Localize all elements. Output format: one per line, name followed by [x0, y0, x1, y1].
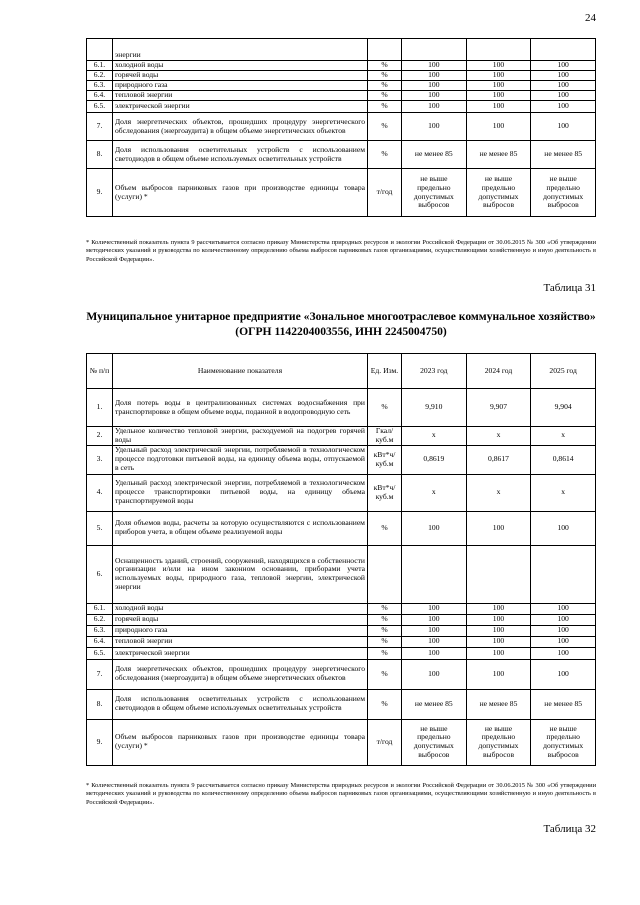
value-2024: 100 [466, 81, 531, 91]
unit-cell: кВт*ч/ куб.м [368, 445, 402, 474]
header-unit: Ед. Изм. [368, 354, 402, 389]
indicator-name: Удельный расход электрической энергии, потребляемой в технологическом процессе транспортировки питьевой воды, на единицу объема транспортируемой воды [113, 474, 368, 511]
table-row [87, 141, 596, 169]
row-number: 6.2. [87, 71, 113, 81]
value-2025: х [531, 427, 596, 446]
indicator-name: природного газа [113, 81, 368, 91]
continuation-cell: энергии [113, 39, 368, 61]
value-2023: х [402, 474, 467, 511]
value-2024: 100 [466, 71, 531, 81]
indicator-name: холодной воды [113, 61, 368, 71]
table-row [87, 719, 596, 765]
value-2024: 100 [466, 101, 531, 113]
value-2023: 100 [402, 636, 467, 647]
table-row [87, 689, 596, 719]
value-2025: 100 [531, 603, 596, 614]
table-row [87, 545, 596, 603]
value-2023: 100 [402, 659, 467, 689]
unit-cell: т/год [368, 719, 402, 765]
value-2025: 100 [531, 81, 596, 91]
row-number: 6.3. [87, 81, 113, 91]
table-row [87, 647, 596, 659]
table-row [87, 61, 596, 71]
value-2024: не выше предельно допустимых выбросов [466, 169, 531, 217]
value-2023: 100 [402, 614, 467, 625]
indicator-name: электрической энергии [113, 647, 368, 659]
row-number: 8. [87, 689, 113, 719]
indicator-name: Оснащенность зданий, строений, сооружений, находящихся в собственности организации и/или на ином законном основании, приборами учета используемых воды, природного газа, тепловой энергии, электрической энергии [113, 545, 368, 603]
value-2023: 100 [402, 81, 467, 91]
value-2024: 100 [466, 659, 531, 689]
row-number: 7. [87, 659, 113, 689]
indicator-name: горячей воды [113, 71, 368, 81]
unit-cell: Гкал/ куб.м [368, 427, 402, 446]
indicator-name: Объем выбросов парниковых газов при производстве единицы товара (услуги) * [113, 719, 368, 765]
indicator-name: тепловой энергии [113, 636, 368, 647]
value-2023: 100 [402, 101, 467, 113]
unit-cell: т/год [368, 169, 402, 217]
table-row [87, 101, 596, 113]
indicator-name: Доля объемов воды, расчеты за которую осуществляются с использованием приборов учета, в общем объеме реализуемой воды [113, 511, 368, 545]
value-2025: не выше предельно допустимых выбросов [531, 719, 596, 765]
unit-cell: % [368, 101, 402, 113]
table-row [87, 614, 596, 625]
footnote-top: * Количественный показатель пункта 9 рассчитывается согласно приказу Министерства природных ресурсов и экологии Российской Федерации от 30.06.2015 № 300 «Об утверждении методических указаний и руководства по количественному определению объема выбросов парниковых газов организациями, осуществляющими хозяйственную и иную деятельность в Российской Федерации». [86, 239, 596, 263]
indicators-table-31 [86, 353, 596, 766]
row-number: 4. [87, 474, 113, 511]
table-row [87, 625, 596, 636]
row-number: 5. [87, 511, 113, 545]
row-number: 1. [87, 389, 113, 427]
header-2024: 2024 год [466, 354, 531, 389]
value-2025: не выше предельно допустимых выбросов [531, 169, 596, 217]
indicator-name: Доля потерь воды в централизованных системах водоснабжения при транспортировке в общем объеме воды, поданной в водопроводную сеть [113, 389, 368, 427]
value-2025: 100 [531, 659, 596, 689]
indicator-name: природного газа [113, 625, 368, 636]
value-2023: 100 [402, 647, 467, 659]
value-2025: 100 [531, 614, 596, 625]
row-number: 6.3. [87, 625, 113, 636]
value-2025: не менее 85 [531, 689, 596, 719]
unit-cell: % [368, 141, 402, 169]
value-2024: 0,8617 [466, 445, 531, 474]
value-2024: 100 [466, 113, 531, 141]
value-2024: 100 [466, 625, 531, 636]
value-2024: х [466, 474, 531, 511]
indicator-name: Объем выбросов парниковых газов при производстве единицы товара (услуги) * [113, 169, 368, 217]
header-2023: 2023 год [402, 354, 467, 389]
value-2025 [531, 545, 596, 603]
table-row [87, 659, 596, 689]
indicator-name: Доля использования осветительных устройств с использованием светодиодов в общем объеме используемых осветительных устройств [113, 689, 368, 719]
table-row [87, 603, 596, 614]
unit-cell: % [368, 689, 402, 719]
value-2024: 100 [466, 614, 531, 625]
unit-cell: % [368, 71, 402, 81]
value-2024: 100 [466, 61, 531, 71]
value-2023: 9,910 [402, 389, 467, 427]
value-2025: 0,8614 [531, 445, 596, 474]
value-2023: не выше предельно допустимых выбросов [402, 719, 467, 765]
indicator-name: Доля энергетических объектов, прошедших процедуру энергетического обследования (энергоаудита) в общем объеме энергетических объектов [113, 659, 368, 689]
value-2023: х [402, 427, 467, 446]
unit-cell [368, 545, 402, 603]
value-2023: не выше предельно допустимых выбросов [402, 169, 467, 217]
indicator-name: электрической энергии [113, 101, 368, 113]
unit-cell: % [368, 603, 402, 614]
table-row [87, 113, 596, 141]
table-row [87, 81, 596, 91]
row-number: 9. [87, 169, 113, 217]
value-2025: 100 [531, 511, 596, 545]
value-2024: 100 [466, 91, 531, 101]
row-number: 2. [87, 427, 113, 446]
value-2025: 100 [531, 636, 596, 647]
table-row [87, 474, 596, 511]
value-2023: 100 [402, 91, 467, 101]
value-2025: 100 [531, 647, 596, 659]
unit-cell: % [368, 625, 402, 636]
value-2025: 100 [531, 113, 596, 141]
value-2024: 100 [466, 511, 531, 545]
value-2024: 100 [466, 603, 531, 614]
unit-cell: % [368, 113, 402, 141]
value-2025: х [531, 474, 596, 511]
value-2023: 100 [402, 511, 467, 545]
table-row [87, 511, 596, 545]
value-2024: 100 [466, 636, 531, 647]
row-number: 6.5. [87, 101, 113, 113]
table-row [87, 389, 596, 427]
value-2025: 100 [531, 71, 596, 81]
value-2023: не менее 85 [402, 141, 467, 169]
value-2025: 100 [531, 625, 596, 636]
row-number: 7. [87, 113, 113, 141]
table-row [87, 427, 596, 446]
indicator-name: Доля энергетических объектов, прошедших процедуру энергетического обследования (энергоаудита) в общем объеме энергетических объектов [113, 113, 368, 141]
value-2024: х [466, 427, 531, 446]
unit-cell: % [368, 614, 402, 625]
value-2023: 100 [402, 61, 467, 71]
row-number: 6.1. [87, 61, 113, 71]
value-2024 [466, 545, 531, 603]
indicator-name: тепловой энергии [113, 91, 368, 101]
indicator-name: Удельный расход электрической энергии, потребляемой в технологическом процессе подготовки питьевой воды, на единицу объема воды, отпускаемой в сеть [113, 445, 368, 474]
value-2025: 9,904 [531, 389, 596, 427]
indicator-name: холодной воды [113, 603, 368, 614]
unit-cell: % [368, 511, 402, 545]
row-number: 6.5. [87, 647, 113, 659]
value-2023: 100 [402, 71, 467, 81]
row-number: 6.4. [87, 91, 113, 101]
value-2023: 100 [402, 625, 467, 636]
value-2023: 100 [402, 113, 467, 141]
indicator-name: Доля использования осветительных устройств с использованием светодиодов в общем объеме используемых осветительных устройств [113, 141, 368, 169]
table-row [87, 636, 596, 647]
table-32-label: Таблица 32 [543, 823, 596, 835]
table-row [87, 91, 596, 101]
unit-cell: % [368, 61, 402, 71]
unit-cell: % [368, 389, 402, 427]
row-number: 9. [87, 719, 113, 765]
table-row [87, 71, 596, 81]
row-number: 6.4. [87, 636, 113, 647]
value-2025: 100 [531, 91, 596, 101]
indicators-table-continuation [86, 38, 596, 217]
value-2024: не менее 85 [466, 141, 531, 169]
value-2023: не менее 85 [402, 689, 467, 719]
unit-cell: % [368, 636, 402, 647]
row-number: 6.1. [87, 603, 113, 614]
page-number: 24 [585, 12, 596, 24]
row-number: 6. [87, 545, 113, 603]
footnote-table-31: * Количественный показатель пункта 9 рассчитывается согласно приказу Министерства природных ресурсов и экологии Российской Федерации от 30.06.2015 № 300 «Об утверждении методических указаний и руководства по количественному определению объема выбросов парниковых газов организациями, осуществляющими хозяйственную и иную деятельность в Российской Федерации». [86, 782, 596, 806]
header-2025: 2025 год [531, 354, 596, 389]
value-2025: 100 [531, 61, 596, 71]
table-31-label: Таблица 31 [543, 282, 596, 294]
value-2024: 9,907 [466, 389, 531, 427]
indicator-name: Удельное количество тепловой энергии, расходуемой на подогрев горячей воды [113, 427, 368, 446]
value-2023 [402, 545, 467, 603]
value-2024: не выше предельно допустимых выбросов [466, 719, 531, 765]
unit-cell: % [368, 81, 402, 91]
table-row [87, 445, 596, 474]
value-2025: 100 [531, 101, 596, 113]
value-2024: 100 [466, 647, 531, 659]
unit-cell: кВт*ч/ куб.м [368, 474, 402, 511]
unit-cell: % [368, 91, 402, 101]
row-number: 3. [87, 445, 113, 474]
value-2023: 100 [402, 603, 467, 614]
organization-title: Муниципальное унитарное предприятие «Зональное многоотраслевое коммунальное хозяйство» (ОГРН 1142204003556, ИНН 2245004750) [86, 310, 596, 339]
value-2025: не менее 85 [531, 141, 596, 169]
value-2024: не менее 85 [466, 689, 531, 719]
row-number: 6.2. [87, 614, 113, 625]
indicator-name: горячей воды [113, 614, 368, 625]
unit-cell: % [368, 647, 402, 659]
table-row [87, 169, 596, 217]
header-no: № п/п [87, 354, 113, 389]
header-name: Наименование показателя [113, 354, 368, 389]
unit-cell: % [368, 659, 402, 689]
value-2023: 0,8619 [402, 445, 467, 474]
row-number: 8. [87, 141, 113, 169]
